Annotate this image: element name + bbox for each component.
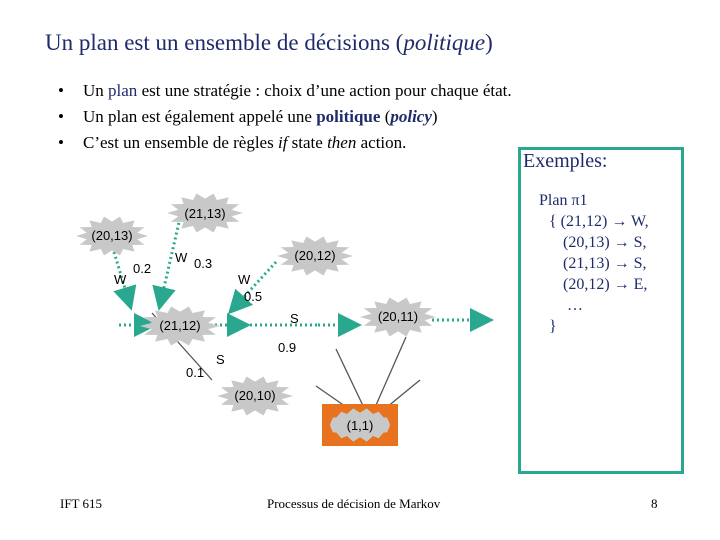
plan-line: } [549, 318, 557, 335]
label-p02: 0.2 [133, 261, 152, 276]
label-s1: S [290, 311, 299, 326]
bullet-3: • C’est un ensemble de règles if state then action. [58, 130, 512, 156]
node-20-11: (20,11) [377, 309, 419, 324]
node-20-12: (20,12) [294, 248, 336, 263]
keyword-plan: plan [108, 81, 138, 100]
plan-line: (21,13) → S, [563, 255, 647, 272]
label-w3: W [238, 272, 251, 287]
label-w1: W [114, 272, 127, 287]
plan-line: (20,13) → S, [563, 234, 647, 251]
node-21-13: (21,13) [184, 206, 226, 221]
examples-heading: Exemples: [523, 150, 608, 172]
title-close: ) [485, 30, 493, 55]
label-w2: W [175, 250, 188, 265]
footer-course: IFT 615 [60, 496, 103, 511]
keyword-politique: politique [316, 107, 381, 126]
title-main: Un plan est un ensemble de décisions ( [45, 30, 404, 55]
edge-labels [114, 250, 299, 380]
label-s2: S [216, 352, 225, 367]
node-20-10: (20,10) [234, 388, 276, 403]
footer-title: Processus de décision de Markov [267, 496, 441, 511]
plan-line: (20,12) → E, [563, 276, 648, 293]
plan-line: { (21,12) → W, [549, 213, 649, 230]
label-p01: 0.1 [186, 365, 205, 380]
label-p05: 0.5 [244, 289, 263, 304]
plan-line: … [567, 297, 583, 314]
title-italic: politique [403, 30, 486, 55]
node-20-13: (20,13) [91, 228, 133, 243]
label-p09: 0.9 [278, 340, 297, 355]
page-number: 8 [651, 496, 658, 511]
node-21-12: (21,12) [159, 318, 201, 333]
bullet-1: • Un plan est une stratégie : choix d’une action pour chaque état. [58, 78, 512, 104]
bullet-2: • Un plan est également appelé une politique (policy) [58, 104, 512, 130]
node-1-1: (1,1) [346, 418, 374, 433]
label-p03: 0.3 [194, 256, 213, 271]
keyword-policy: policy [390, 107, 432, 126]
plan-name: Plan π1 [539, 192, 588, 209]
